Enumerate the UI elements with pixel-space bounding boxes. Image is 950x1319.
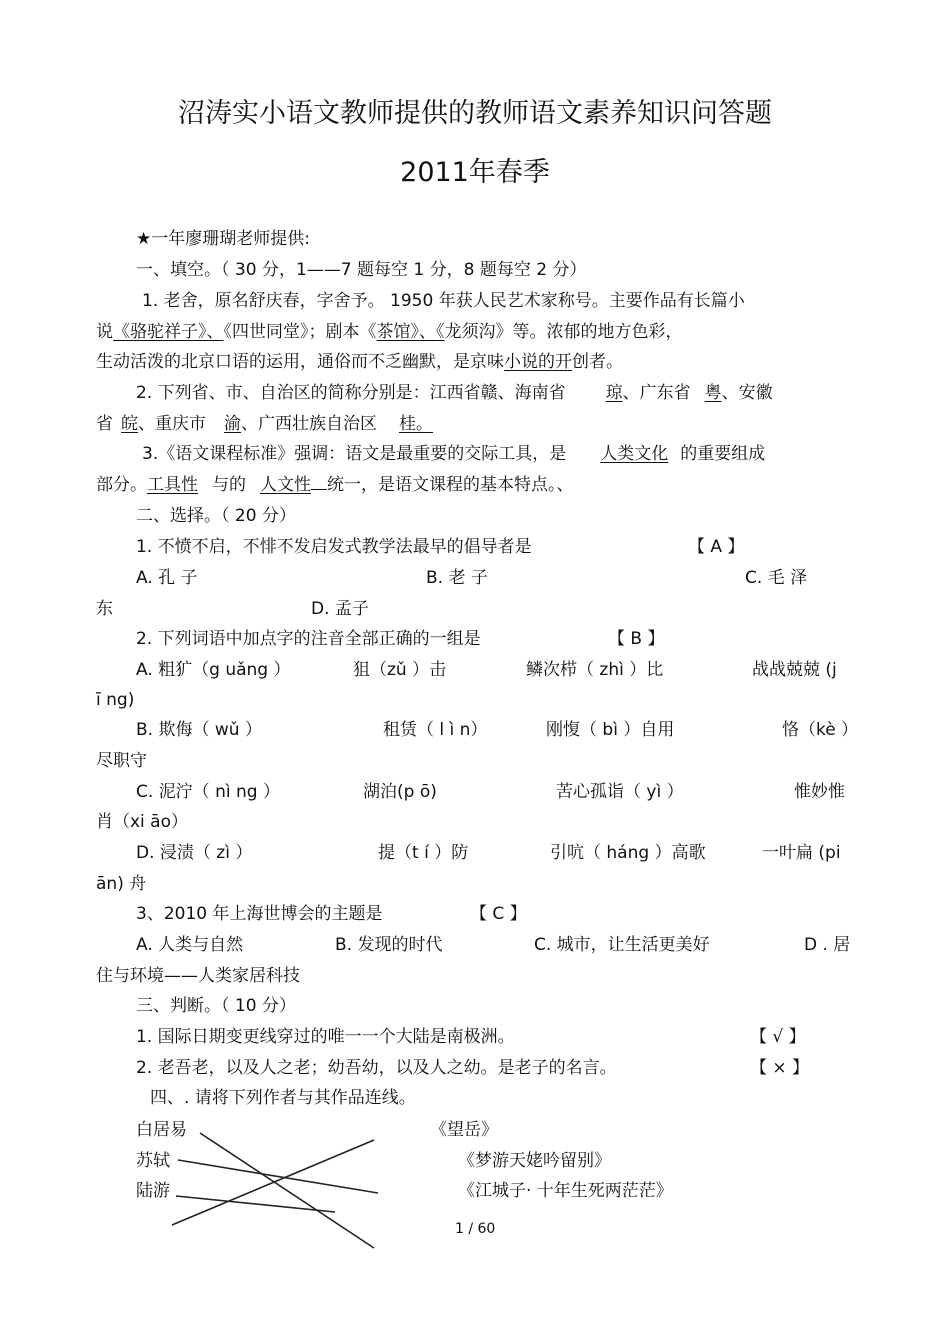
- s2-q2-option-c1: C. 泥泞（ nì ng ）: [136, 782, 280, 802]
- document-subtitle: 2011年春季: [400, 157, 550, 188]
- text: 的重要组成: [680, 444, 766, 464]
- work-item: 《江城子· 十年生死两茫茫》: [458, 1181, 673, 1201]
- contributor-line: ★一年廖珊瑚老师提供:: [136, 229, 310, 249]
- work-item: 《望岳》: [430, 1120, 498, 1140]
- s2-q2-option-c3: 苦心孤诣（ yì ）: [556, 782, 684, 802]
- s2-q2-option-d2: 提（t í ）防: [378, 843, 469, 863]
- s2-q1-option-b: B. 老 子: [426, 568, 488, 588]
- s2-q2-option-d1: D. 浸渍（ zì ）: [136, 843, 253, 863]
- answer-blank: 粤: [704, 383, 722, 403]
- s2-q2-option-c4: 惟妙惟: [794, 782, 845, 802]
- section-2-heading: 二、选择。（ 20 分）: [136, 506, 296, 526]
- s2-q3-answer: 【 C 】: [470, 904, 527, 924]
- s2-q3-option-d-cont: 住与环境——人类家居科技: [96, 966, 300, 986]
- section-4-heading: 四、. 请将下列作者与其作品连线。: [150, 1088, 416, 1108]
- answer-blank: 茶馆》、《: [376, 322, 445, 342]
- s2-q2-option-d4: 一叶扁 (pi: [762, 843, 841, 863]
- s2-q3-option-a: A. 人类与自然: [136, 935, 244, 955]
- answer-blank: 小说的开: [504, 352, 572, 372]
- s2-q1-option-a: A. 孔 子: [136, 568, 198, 588]
- text: 、重庆市: [138, 414, 206, 434]
- text: 、广西壮族自治区: [241, 414, 377, 434]
- s2-q3-option-b: B. 发现的时代: [335, 935, 443, 955]
- s2-q2-option-b4: 恪（kè ）: [782, 720, 859, 740]
- text: 生动活泼的北京口语的运用，通俗而不乏幽默，是京味: [96, 352, 504, 372]
- s3-q2-text: 2. 老吾老，以及人之老；幼吾幼，以及人之幼。是老子的名言。: [136, 1058, 617, 1078]
- document-title: 沼涛实小语文教师提供的教师语文素养知识问答题: [178, 98, 772, 129]
- s3-q2-answer: 【 × 】: [750, 1058, 810, 1078]
- author-item: 苏轼: [136, 1151, 170, 1171]
- s2-q2-option-a4: 战战兢兢 (j: [752, 660, 837, 680]
- s2-q2-option-d3: 引吭（ háng ）高歌: [550, 843, 706, 863]
- matching-line: [172, 1140, 374, 1225]
- text: 。: [416, 414, 433, 434]
- s2-q1-option-c-cont: 东: [96, 599, 113, 619]
- answer-blank: 渝: [224, 414, 241, 434]
- text: 统一，是语文课程的基本特点。、: [327, 475, 574, 495]
- s2-q3-option-d: D . 居: [804, 935, 851, 955]
- s2-q2-option-c2: 湖泊(p ō): [363, 782, 437, 802]
- section-3-heading: 三、判断。（ 10 分）: [136, 996, 296, 1016]
- answer-blank: 工具性: [147, 475, 198, 495]
- s2-q2-option-a5: ī ng): [96, 690, 135, 710]
- text: 3.《语文课程标准》强调：语文是最重要的交际工具，是: [142, 444, 567, 464]
- page-number: 1 / 60: [455, 1221, 496, 1237]
- s2-q1-answer: 【 A 】: [688, 537, 745, 557]
- work-item: 《梦游天姥吟留别》: [458, 1151, 611, 1171]
- section-1-heading: 一、填空。（ 30 分，1——7 题每空 1 分，8 题每空 2 分）: [136, 260, 587, 280]
- s3-q1-answer: 【 √ 】: [750, 1027, 806, 1047]
- author-item: 白居易: [136, 1120, 187, 1140]
- s2-q2-option-b2: 租赁（ l ì n）: [383, 720, 488, 740]
- matching-line: [176, 1196, 335, 1212]
- s2-q2-answer: 【 B 】: [608, 629, 665, 649]
- matching-line: [178, 1160, 378, 1193]
- s2-q2-option-b5: 尽职守: [96, 751, 147, 771]
- text: 省: [96, 414, 113, 434]
- s2-q2-text: 2. 下列词语中加点字的注音全部正确的一组是: [136, 629, 481, 649]
- s3-q1-text: 1. 国际日期变更线穿过的唯一一个大陆是南极洲。: [136, 1027, 515, 1047]
- answer-blank: 皖: [121, 414, 138, 434]
- answer-blank: 人类文化: [600, 444, 669, 464]
- s2-q1-text: 1. 不愤不启，不悱不发启发式教学法最早的倡导者是: [136, 537, 532, 557]
- s2-q1-option-c: C. 毛 泽: [745, 568, 808, 588]
- s2-q2-option-d5: ān) 舟: [96, 874, 147, 894]
- text: 、海南省: [497, 383, 566, 403]
- answer-blank: 琼: [605, 383, 623, 403]
- answer-blank: 桂: [399, 414, 416, 434]
- text: 龙须沟》等。浓郁的地方色彩，: [444, 322, 683, 342]
- s2-q2-option-b1: B. 欺侮（ wǔ ）: [136, 720, 262, 740]
- s2-q3-option-c: C. 城市，让生活更美好: [534, 935, 710, 955]
- s1-q1-line1: 1. 老舍，原名舒庆春，字舍予。 1950 年获人民艺术家称号。主要作品有长篇小: [142, 291, 745, 311]
- text: 、安徽: [721, 383, 773, 403]
- s2-q2-option-a3: 鳞次栉（ zhì ）比: [526, 660, 664, 680]
- text: 2. 下列省、市、自治区的简称分别是：江西省赣: [136, 383, 498, 403]
- s2-q3-text: 3、2010 年上海世博会的主题是: [136, 904, 383, 924]
- text: 说: [96, 322, 113, 342]
- s2-q2-option-c5: 肖（xi āo）: [96, 812, 189, 832]
- answer-blank: 人文性: [260, 475, 311, 495]
- text: 与的: [212, 475, 246, 495]
- author-item: 陆游: [136, 1181, 170, 1201]
- text: 创者。: [572, 352, 623, 372]
- s2-q2-option-b3: 刚愎（ bì ）自用: [546, 720, 675, 740]
- s2-q2-option-a2: 狙（zǔ ）击: [353, 660, 447, 680]
- text: 、广东省: [622, 383, 691, 403]
- text: 部分。: [96, 475, 147, 495]
- answer-blank: 《骆驼祥子》、: [113, 322, 224, 342]
- text: 《四世同堂》；剧本《: [223, 322, 377, 342]
- s2-q1-option-d: D. 孟子: [311, 599, 369, 619]
- s2-q2-option-a1: A. 粗犷（g uǎng ）: [136, 660, 291, 680]
